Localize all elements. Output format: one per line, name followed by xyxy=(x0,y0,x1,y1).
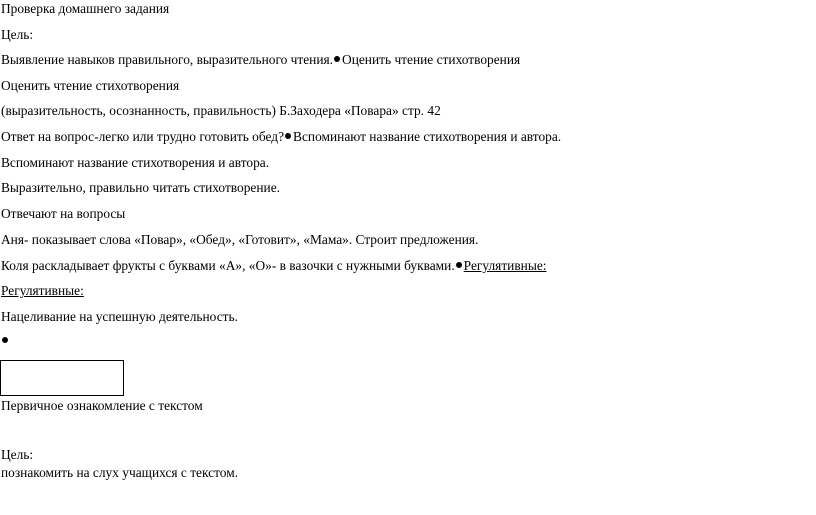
paragraph-line: Оценить чтение стихотворения xyxy=(1,78,180,93)
goal-text-line xyxy=(1,52,520,68)
goal-label: Цель: xyxy=(1,447,34,462)
bullet-icon xyxy=(2,337,8,343)
question-line xyxy=(1,129,561,145)
section-title: Первичное ознакомление с текстом xyxy=(1,398,203,413)
bullet-icon xyxy=(285,133,291,139)
bullet-icon xyxy=(456,262,462,268)
regulative-heading: Регулятивные: xyxy=(1,283,84,298)
regulative-heading: Регулятивные: xyxy=(463,258,547,273)
bullet-text: Оценить чтение стихотворения xyxy=(342,52,521,67)
goal-text: познакомить на слух учащихся с текстом. xyxy=(1,465,239,480)
heading-homework-check: Проверка домашнего задания xyxy=(1,1,170,16)
paragraph-line: Отвечают на вопросы xyxy=(1,206,126,221)
paragraph-line: Вспоминают название стихотворения и автора. xyxy=(1,155,270,170)
goal-label: Цель: xyxy=(1,27,34,42)
paragraph-line: Аня- показывает слова «Повар», «Обед», «Готовит», «Мама». Строит предложения. xyxy=(1,232,479,247)
paragraph-line: (выразительность, осознанность, правильность) Б.Заходера «Повара» стр. 42 xyxy=(1,103,441,118)
goal-text: Выявление навыков правильного, выразительного чтения. xyxy=(1,52,334,67)
bullet-text: Вспоминают название стихотворения и автора. xyxy=(293,129,562,144)
question-text: Ответ на вопрос-легко или трудно готовить обед? xyxy=(1,129,285,144)
bullet-icon xyxy=(334,56,340,62)
activity-line xyxy=(1,258,547,274)
activity-text: Коля раскладывает фрукты с буквами «А», «О»- в вазочки с нужными буквами. xyxy=(1,258,455,273)
empty-table-cell xyxy=(0,360,124,396)
paragraph-line: Выразительно, правильно читать стихотворение. xyxy=(1,180,280,195)
paragraph-line: Нацеливание на успешную деятельность. xyxy=(1,309,238,324)
